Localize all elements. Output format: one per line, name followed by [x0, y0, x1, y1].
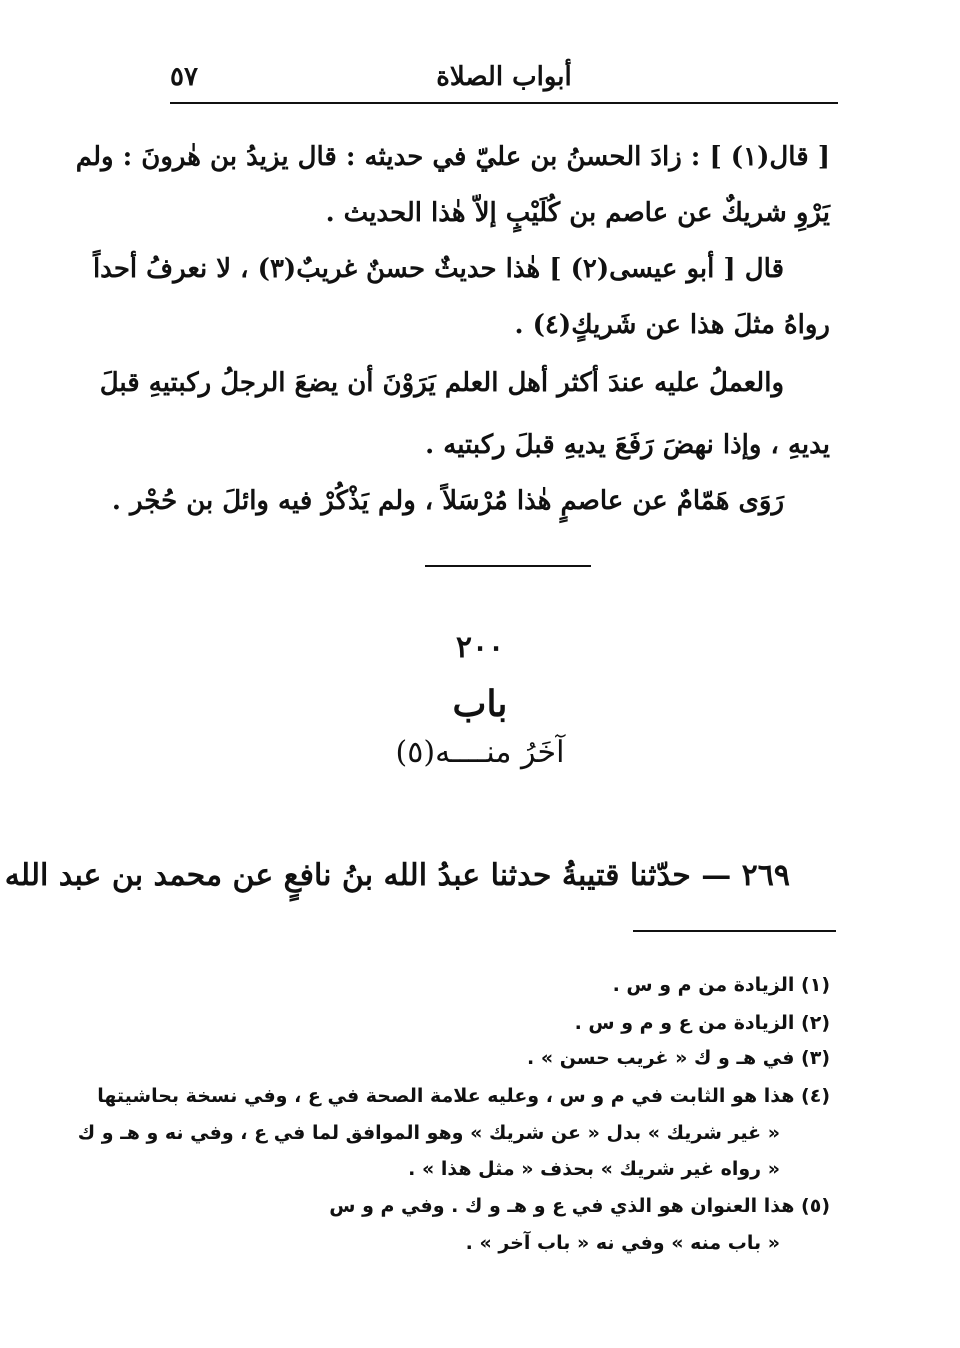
footnote: (٣) في هـ و ك « غريب حسن » .: [526, 1047, 830, 1069]
footnote-continuation: « رواه غير شريك » بحذف « مثل هذا » .: [408, 1158, 780, 1180]
footnote-continuation: « غير شريك » بدل « عن شريك » وهو الموافق لما في ع ، وفي نه و هـ و ك: [77, 1122, 780, 1144]
chapter-title: آخَرُ منــــه(٥): [395, 735, 565, 770]
header-divider: [170, 102, 838, 104]
footnote: (٤) هذا هو الثابت في م و س ، وعليه علامة الصحة في ع ، وفي نسخة بحاشيتها: [97, 1085, 830, 1107]
footnote-divider: [633, 930, 836, 932]
body-line: [ قال(١) ] : زادَ الحسنُ بن عليّ في حديثه : قال يزيدُ بن هٰرونَ : ولم: [75, 142, 830, 172]
body-line: رَوَى هَمّامٌ عن عاصمٍ هٰذا مُرْسَلاً ، ولم يَذْكُرْ فيه وائلَ بن حُجْر .: [111, 486, 784, 516]
body-line: يديهِ ، وإذا نهضَ رَفَعَ يديهِ قبلَ ركبتيه .: [425, 430, 830, 460]
footnote: (١) الزيادة من م و س .: [612, 974, 830, 996]
footnote: (٢) الزيادة من ع و م و س .: [574, 1012, 830, 1034]
body-line: رواهُ مثلَ هذا عن شَريكٍ(٤) .: [514, 310, 830, 340]
page-number: ٥٧: [170, 62, 198, 92]
section-title: أبواب الصلاة: [436, 62, 572, 92]
footnote: (٥) هذا العنوان هو الذي في ع و هـ و ك . وفي م و س: [329, 1195, 830, 1217]
footnote-continuation: « باب منه » وفي نه « باب آخر » .: [465, 1232, 780, 1254]
section-divider: [425, 565, 591, 567]
chapter-number: ٢٠٠: [455, 630, 505, 665]
running-header: [170, 58, 838, 102]
body-line: والعملُ عليه عندَ أكثر أهل العلم يَرَوْنَ أن يضعَ الرجلُ ركبتيهِ قبلَ: [99, 368, 784, 398]
hadith-opening: ٢٦٩ — حدّثنا قتيبةُ حدثنا عبدُ الله بنُ نافعٍ عن محمد بن عبد الله: [4, 858, 790, 893]
body-line: يَرْوِ شريكٌ عن عاصم بن كُلَيْبٍ إلاّ هٰذا الحديث .: [325, 198, 830, 228]
chapter-label: باب: [452, 683, 508, 725]
body-line: قال [ أبو عيسى(٢) ] هٰذا حديثٌ حسنٌ غريبٌ(٣) ، لا نعرفُ أحداً: [92, 254, 784, 284]
